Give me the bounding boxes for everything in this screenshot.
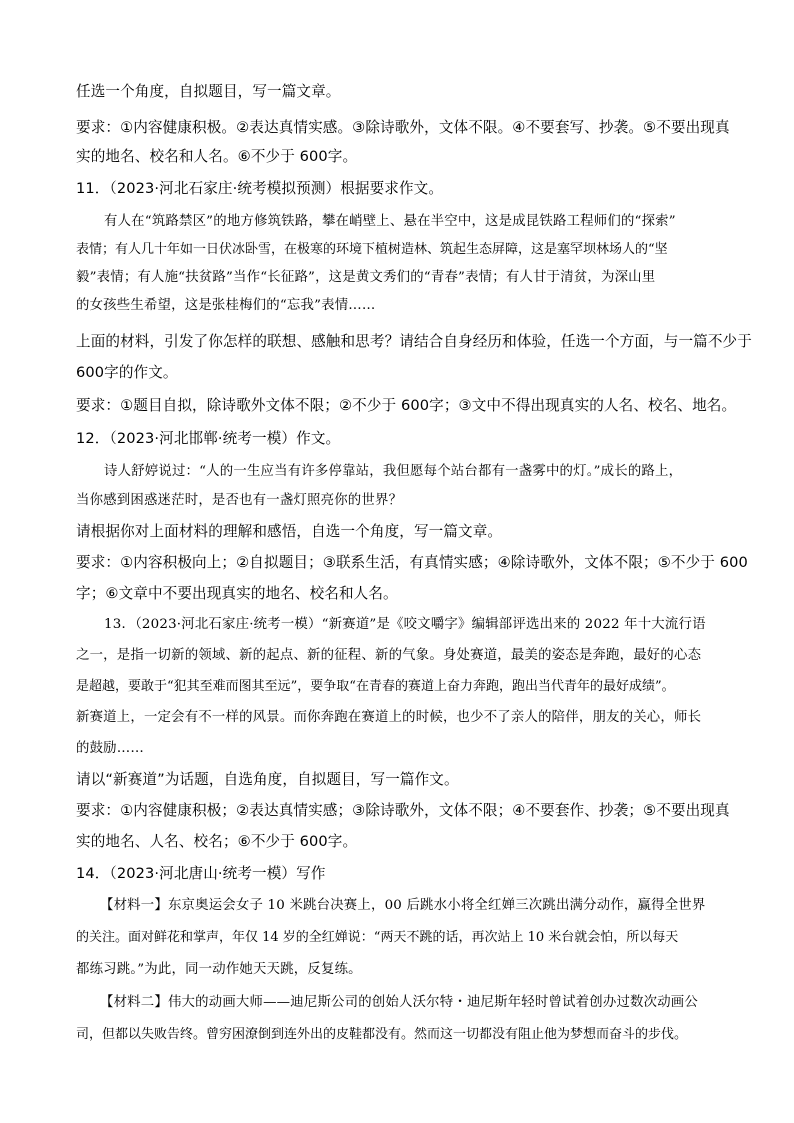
q14-material-1-line-3: 都练习跳。”为此，同一动作她天天跳，反复练。 bbox=[76, 962, 362, 977]
q14-material-1-line-2: 的关注。面对鲜花和掌声，年仅 14 岁的全红婵说：“两天不跳的话，再次站上 10 米台就会怕，所以每天 bbox=[76, 930, 679, 945]
q11-material-line-3: 毅”表情；有人施“扶贫路”当作“长征路”，这是黄文秀们的“青春”表情；有人甘于清贫，为深山里 bbox=[76, 270, 656, 285]
q12-material-line-2: 当你感到困惑迷茫时，是否也有一盏灯照亮你的世界？ bbox=[76, 493, 403, 508]
q11-material-line-2: 表情；有人几十年如一日伏冰卧雪，在极寒的环境下植树造林、筑起生态屏障，这是塞罕坝林场人的“坚 bbox=[76, 242, 668, 257]
q14-material-2-line-1: 【材料二】伟大的动画大师——迪尼斯公司的创始人沃尔特・迪尼斯年轻时曾试着创办过数次动画公 bbox=[100, 995, 698, 1010]
q11-requirements: 要求：①题目自拟，除诗歌外文体不限；②不少于 600字；③文中不得出现真实的人名、校名、地名。 bbox=[76, 397, 737, 414]
question-11-header: 11．（2023·河北石家庄·统考模拟预测）根据要求作文。 bbox=[76, 180, 444, 197]
question-13-line-1: 13．（2023·河北石家庄·统考一模）“新赛道”是《咬文嚼字》编辑部评选出来的 2022 年十大流行语 bbox=[104, 617, 706, 632]
q14-material-2-line-2: 司，但都以失败告终。曾穷困潦倒到连外出的皮鞋都没有。然而这一切都没有阻止他为梦想而奋斗的步伐。 bbox=[76, 1027, 688, 1042]
q11-material-line-1: 有人在“筑路禁区”的地方修筑铁路，攀在峭壁上、悬在半空中，这是成昆铁路工程师们的“探索” bbox=[104, 214, 676, 229]
question-13-line-4: 新赛道上，一定会有不一样的风景。而你奔跑在赛道上的时候，也少不了亲人的陪伴，朋友的关心，师长 bbox=[76, 710, 702, 725]
q11-material-line-4: 的女孩些生希望，这是张桂梅们的“忘我”表情…… bbox=[76, 298, 376, 313]
q11-prompt-line-1: 上面的材料，引发了你怎样的联想、感触和思考？请结合自身经历和体验，任选一个方面，与一篇不少于 bbox=[76, 333, 752, 350]
question-14-header: 14．（2023·河北唐山·统考一模）写作 bbox=[76, 865, 326, 882]
prev-prompt-line: 任选一个角度，自拟题目，写一篇文章。 bbox=[76, 83, 341, 100]
question-13-line-2: 之一，是指一切新的领域、新的起点、新的征程、新的气象。身处赛道，最美的姿态是奔跑，最好的心态 bbox=[76, 648, 702, 663]
q13-prompt: 请以“新赛道”为话题，自选角度，自拟题目，写一篇作文。 bbox=[76, 771, 459, 788]
question-13-line-5: 的鼓励…… bbox=[76, 741, 144, 756]
q13-requirements-line-2: 实的地名、人名、校名；⑥不少于 600字。 bbox=[76, 833, 358, 850]
prev-requirements-line-1: 要求：①内容健康积极。②表达真情实感。③除诗歌外，文体不限。④不要套写、抄袭。⑤不要出现真 bbox=[76, 119, 730, 136]
prev-requirements-line-2: 实的地名、校名和人名。⑥不少于 600字。 bbox=[76, 148, 358, 165]
question-12-header: 12．（2023·河北邯郸·统考一模）作文。 bbox=[76, 430, 341, 447]
q12-prompt: 请根据你对上面材料的理解和感悟，自选一个角度，写一篇文章。 bbox=[76, 523, 503, 540]
q12-requirements-line-2: 字；⑥文章中不要出现真实的地名、校名和人名。 bbox=[76, 585, 398, 602]
q12-material-line-1: 诗人舒婷说过：“人的一生应当有许多停靠站，我但愿每个站台都有一盏雾中的灯。”成长的路上， bbox=[104, 464, 683, 479]
q11-prompt-line-2: 600字的作文。 bbox=[76, 364, 178, 381]
q14-material-1-line-1: 【材料一】东京奥运会女子 10 米跳台决赛上，00 后跳水小将全红婵三次跳出满分动作，赢得全世界 bbox=[100, 898, 706, 913]
q12-requirements-line-1: 要求：①内容积极向上；②自拟题目；③联系生活，有真情实感；④除诗歌外，文体不限；⑤不少于 600 bbox=[76, 554, 748, 571]
q13-requirements-line-1: 要求：①内容健康积极；②表达真情实感；③除诗歌外，文体不限；④不要套作、抄袭；⑤不要出现真 bbox=[76, 802, 730, 819]
question-13-line-3: 是超越，要敢于“犯其至难而图其至远”，要争取“在青春的赛道上奋力奔跑，跑出当代青年的最好成绩”。 bbox=[76, 679, 675, 694]
